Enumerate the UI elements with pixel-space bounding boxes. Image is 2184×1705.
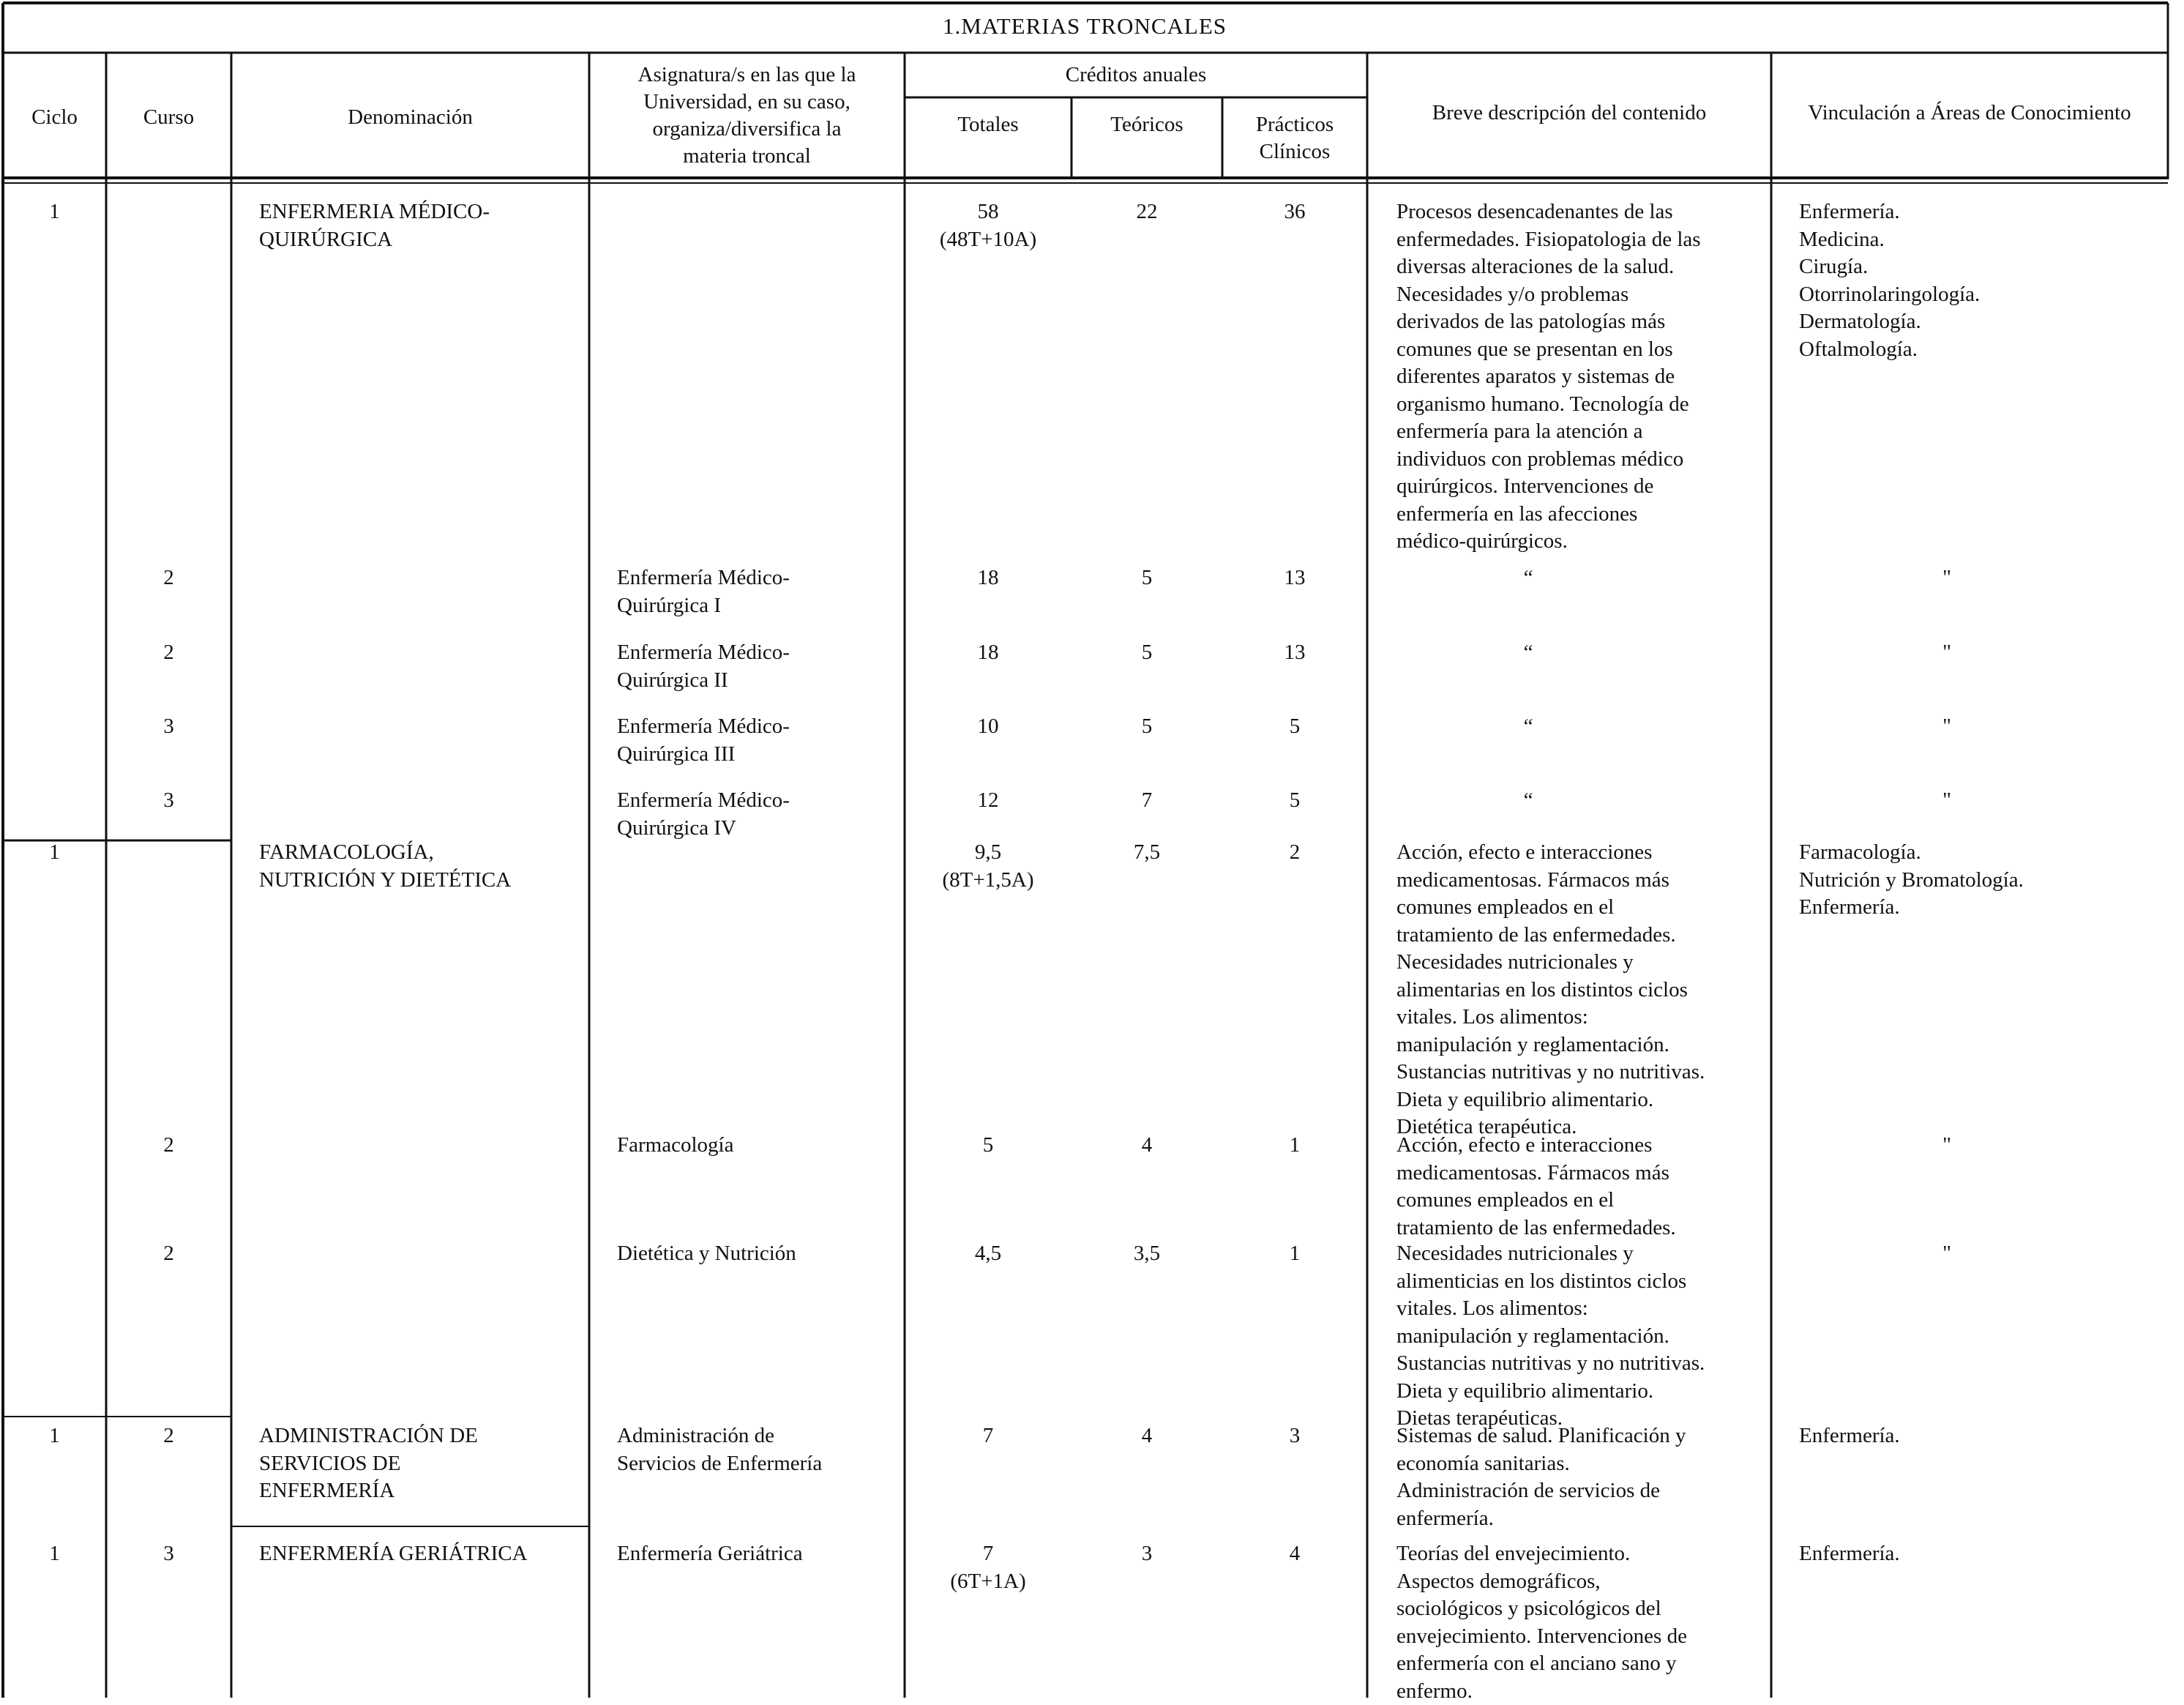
cell-asignatura: Enfermería Médico- bbox=[617, 713, 902, 741]
cell-curso: 3 bbox=[106, 713, 231, 741]
cell-descripcion: alimenticias en los distintos ciclos bbox=[1396, 1268, 1770, 1296]
cell-practicos: 1 bbox=[1222, 1240, 1367, 1268]
cell-vinculacion: " bbox=[1771, 713, 2123, 741]
header-teoricos: Teóricos bbox=[1072, 111, 1222, 138]
cell-descripcion: Necesidades nutricionales y bbox=[1396, 949, 1770, 977]
cell-asignatura: Quirúrgica II bbox=[617, 667, 902, 695]
cell-totales: 7 bbox=[905, 1540, 1072, 1568]
cell-descripcion: Sustancias nutritivas y no nutritivas. bbox=[1396, 1059, 1770, 1086]
cell-totales: 10 bbox=[905, 713, 1072, 741]
cell-practicos: 1 bbox=[1222, 1132, 1367, 1160]
cell-descripcion: vitales. Los alimentos: bbox=[1396, 1295, 1770, 1323]
cell-teoricos: 3,5 bbox=[1072, 1240, 1222, 1268]
cell-descripcion: quirúrgicos. Intervenciones de bbox=[1396, 473, 1770, 501]
cell-practicos: 5 bbox=[1222, 713, 1367, 741]
cell-descripcion: comunes que se presentan en los bbox=[1396, 336, 1770, 364]
cell-descripcion: Dietética terapéutica. bbox=[1396, 1113, 1770, 1141]
cell-asignatura: Farmacología bbox=[617, 1132, 902, 1160]
cell-asignatura: Enfermería Médico- bbox=[617, 787, 902, 815]
cell-vinculacion: Otorrinolaringología. bbox=[1799, 281, 2165, 309]
cell-practicos: 4 bbox=[1222, 1540, 1367, 1568]
header-asignatura-line: Universidad, en su caso, bbox=[589, 89, 905, 116]
cell-denominacion: ENFERMERÍA bbox=[259, 1477, 588, 1505]
cell-denominacion: ENFERMERÍA GERIÁTRICA bbox=[259, 1540, 588, 1568]
cell-vinculacion: Medicina. bbox=[1799, 226, 2165, 254]
table-title: 1.MATERIAS TRONCALES bbox=[0, 13, 2169, 40]
header-asignatura-line: Asignatura/s en las que la bbox=[589, 61, 905, 89]
cell-descripcion: Necesidades nutricionales y bbox=[1396, 1240, 1770, 1268]
cell-practicos: 36 bbox=[1222, 198, 1367, 226]
header-practicos-line: Clínicos bbox=[1222, 138, 1367, 165]
header-curso: Curso bbox=[106, 104, 231, 131]
cell-practicos: 13 bbox=[1222, 564, 1367, 592]
cell-descripcion: enfermería en las afecciones bbox=[1396, 501, 1770, 529]
cell-vinculacion: Oftalmología. bbox=[1799, 336, 2165, 364]
cell-denominacion: NUTRICIÓN Y DIETÉTICA bbox=[259, 867, 588, 895]
cell-descripcion: sociológicos y psicológicos del bbox=[1396, 1595, 1770, 1623]
cell-descripcion: derivados de las patologías más bbox=[1396, 308, 1770, 336]
cell-teoricos: 3 bbox=[1072, 1540, 1222, 1568]
cell-totales: 5 bbox=[905, 1132, 1072, 1160]
cell-descripcion: Dieta y equilibrio alimentario. bbox=[1396, 1086, 1770, 1114]
cell-curso: 3 bbox=[106, 787, 231, 815]
cell-descripcion: economía sanitarias. bbox=[1396, 1450, 1770, 1478]
cell-asignatura: Quirúrgica III bbox=[617, 741, 902, 769]
cell-asignatura: Quirúrgica IV bbox=[617, 815, 902, 843]
cell-descripcion: “ bbox=[1367, 787, 1689, 815]
cell-teoricos: 5 bbox=[1072, 639, 1222, 667]
cell-vinculacion: Enfermería. bbox=[1799, 894, 2165, 922]
cell-denominacion: FARMACOLOGÍA, bbox=[259, 839, 588, 867]
cell-descripcion: manipulación y reglamentación. bbox=[1396, 1323, 1770, 1351]
header-descripcion: Breve descripción del contenido bbox=[1367, 100, 1771, 127]
cell-descripcion: Aspectos demográficos, bbox=[1396, 1568, 1770, 1596]
cell-descripcion: médico-quirúrgicos. bbox=[1396, 528, 1770, 556]
cell-descripcion: vitales. Los alimentos: bbox=[1396, 1004, 1770, 1031]
cell-descripcion: comunes empleados en el bbox=[1396, 1187, 1770, 1215]
cell-descripcion: Teorías del envejecimiento. bbox=[1396, 1540, 1770, 1568]
cell-totales: 4,5 bbox=[905, 1240, 1072, 1268]
cell-vinculacion: Farmacología. bbox=[1799, 839, 2165, 867]
cell-asignatura: Enfermería Geriátrica bbox=[617, 1540, 902, 1568]
cell-totales: (8T+1,5A) bbox=[905, 867, 1072, 895]
cell-ciclo: 1 bbox=[3, 198, 106, 226]
cell-descripcion: manipulación y reglamentación. bbox=[1396, 1031, 1770, 1059]
cell-descripcion: Acción, efecto e interacciones bbox=[1396, 839, 1770, 867]
cell-descripcion: Sustancias nutritivas y no nutritivas. bbox=[1396, 1350, 1770, 1378]
cell-teoricos: 4 bbox=[1072, 1422, 1222, 1450]
cell-curso: 2 bbox=[106, 1422, 231, 1450]
cell-descripcion: diferentes aparatos y sistemas de bbox=[1396, 363, 1770, 391]
cell-descripcion: Sistemas de salud. Planificación y bbox=[1396, 1422, 1770, 1450]
cell-descripcion: medicamentosas. Fármacos más bbox=[1396, 867, 1770, 895]
cell-descripcion: medicamentosas. Fármacos más bbox=[1396, 1160, 1770, 1187]
cell-totales: 9,5 bbox=[905, 839, 1072, 867]
cell-denominacion: SERVICIOS DE bbox=[259, 1450, 588, 1478]
cell-teoricos: 5 bbox=[1072, 713, 1222, 741]
cell-descripcion: envejecimiento. Intervenciones de bbox=[1396, 1623, 1770, 1651]
header-denominacion: Denominación bbox=[231, 104, 589, 131]
cell-practicos: 3 bbox=[1222, 1422, 1367, 1450]
header-creditos: Créditos anuales bbox=[905, 61, 1367, 89]
cell-descripcion: Dieta y equilibrio alimentario. bbox=[1396, 1378, 1770, 1406]
cell-vinculacion: Cirugía. bbox=[1799, 253, 2165, 281]
cell-descripcion: Administración de servicios de bbox=[1396, 1477, 1770, 1505]
header-asignatura bbox=[589, 61, 905, 170]
cell-vinculacion: " bbox=[1771, 1132, 2123, 1160]
cell-descripcion: “ bbox=[1367, 564, 1689, 592]
cell-descripcion: enfermo. bbox=[1396, 1678, 1770, 1705]
cell-descripcion: enfermería con el anciano sano y bbox=[1396, 1650, 1770, 1678]
cell-asignatura: Enfermería Médico- bbox=[617, 564, 902, 592]
cell-curso: 2 bbox=[106, 639, 231, 667]
cell-teoricos: 7 bbox=[1072, 787, 1222, 815]
cell-asignatura: Enfermería Médico- bbox=[617, 639, 902, 667]
cell-curso: 2 bbox=[106, 1240, 231, 1268]
cell-practicos: 2 bbox=[1222, 839, 1367, 867]
header-ciclo: Ciclo bbox=[3, 104, 106, 131]
header-asignatura-line: materia troncal bbox=[589, 143, 905, 170]
cell-asignatura: Dietética y Nutrición bbox=[617, 1240, 902, 1268]
cell-vinculacion: " bbox=[1771, 639, 2123, 667]
cell-descripcion: enfermería para la atención a bbox=[1396, 418, 1770, 446]
cell-teoricos: 7,5 bbox=[1072, 839, 1222, 867]
cell-vinculacion: " bbox=[1771, 564, 2123, 592]
header-totales: Totales bbox=[905, 111, 1072, 138]
cell-denominacion: QUIRÚRGICA bbox=[259, 226, 588, 254]
cell-descripcion: tratamiento de las enfermedades. bbox=[1396, 1215, 1770, 1242]
cell-descripcion: Procesos desencadenantes de las bbox=[1396, 198, 1770, 226]
header-vinculacion: Vinculación a Áreas de Conocimiento bbox=[1771, 100, 2168, 127]
cell-totales: 18 bbox=[905, 564, 1072, 592]
cell-ciclo: 1 bbox=[3, 1540, 106, 1568]
cell-ciclo: 1 bbox=[3, 839, 106, 867]
cell-descripcion: alimentarias en los distintos ciclos bbox=[1396, 977, 1770, 1004]
cell-practicos: 5 bbox=[1222, 787, 1367, 815]
cell-descripcion: Acción, efecto e interacciones bbox=[1396, 1132, 1770, 1160]
cell-descripcion: individuos con problemas médico bbox=[1396, 446, 1770, 474]
cell-descripcion: Necesidades y/o problemas bbox=[1396, 281, 1770, 309]
cell-denominacion: ENFERMERIA MÉDICO- bbox=[259, 198, 588, 226]
cell-vinculacion: " bbox=[1771, 787, 2123, 815]
cell-teoricos: 22 bbox=[1072, 198, 1222, 226]
cell-totales: (48T+10A) bbox=[905, 226, 1072, 254]
cell-denominacion: ADMINISTRACIÓN DE bbox=[259, 1422, 588, 1450]
cell-totales: 12 bbox=[905, 787, 1072, 815]
cell-descripcion: diversas alteraciones de la salud. bbox=[1396, 253, 1770, 281]
cell-asignatura: Quirúrgica I bbox=[617, 592, 902, 620]
cell-vinculacion: Dermatología. bbox=[1799, 308, 2165, 336]
cell-totales: 7 bbox=[905, 1422, 1072, 1450]
cell-curso: 2 bbox=[106, 564, 231, 592]
header-practicos-line: Prácticos bbox=[1222, 111, 1367, 138]
cell-teoricos: 5 bbox=[1072, 564, 1222, 592]
cell-teoricos: 4 bbox=[1072, 1132, 1222, 1160]
cell-descripcion: “ bbox=[1367, 639, 1689, 667]
cell-descripcion: enfermería. bbox=[1396, 1505, 1770, 1533]
cell-totales: 58 bbox=[905, 198, 1072, 226]
cell-ciclo: 1 bbox=[3, 1422, 106, 1450]
cell-practicos: 13 bbox=[1222, 639, 1367, 667]
cell-totales: (6T+1A) bbox=[905, 1568, 1072, 1596]
cell-vinculacion: Nutrición y Bromatología. bbox=[1799, 867, 2165, 895]
cell-descripcion: organismo humano. Tecnología de bbox=[1396, 391, 1770, 419]
cell-vinculacion: Enfermería. bbox=[1799, 1540, 2165, 1568]
cell-vinculacion: Enfermería. bbox=[1799, 198, 2165, 226]
cell-asignatura: Administración de bbox=[617, 1422, 902, 1450]
cell-totales: 18 bbox=[905, 639, 1072, 667]
cell-descripcion: “ bbox=[1367, 713, 1689, 741]
cell-curso: 2 bbox=[106, 1132, 231, 1160]
cell-vinculacion: " bbox=[1771, 1240, 2123, 1268]
header-asignatura-line: organiza/diversifica la bbox=[589, 116, 905, 143]
cell-vinculacion: Enfermería. bbox=[1799, 1422, 2165, 1450]
cell-asignatura: Servicios de Enfermería bbox=[617, 1450, 902, 1478]
cell-descripcion: Dietas terapéuticas. bbox=[1396, 1405, 1770, 1433]
cell-descripcion: enfermedades. Fisiopatologia de las bbox=[1396, 226, 1770, 254]
header-practicos bbox=[1222, 111, 1367, 165]
cell-descripcion: comunes empleados en el bbox=[1396, 894, 1770, 922]
cell-curso: 3 bbox=[106, 1540, 231, 1568]
cell-descripcion: tratamiento de las enfermedades. bbox=[1396, 922, 1770, 949]
